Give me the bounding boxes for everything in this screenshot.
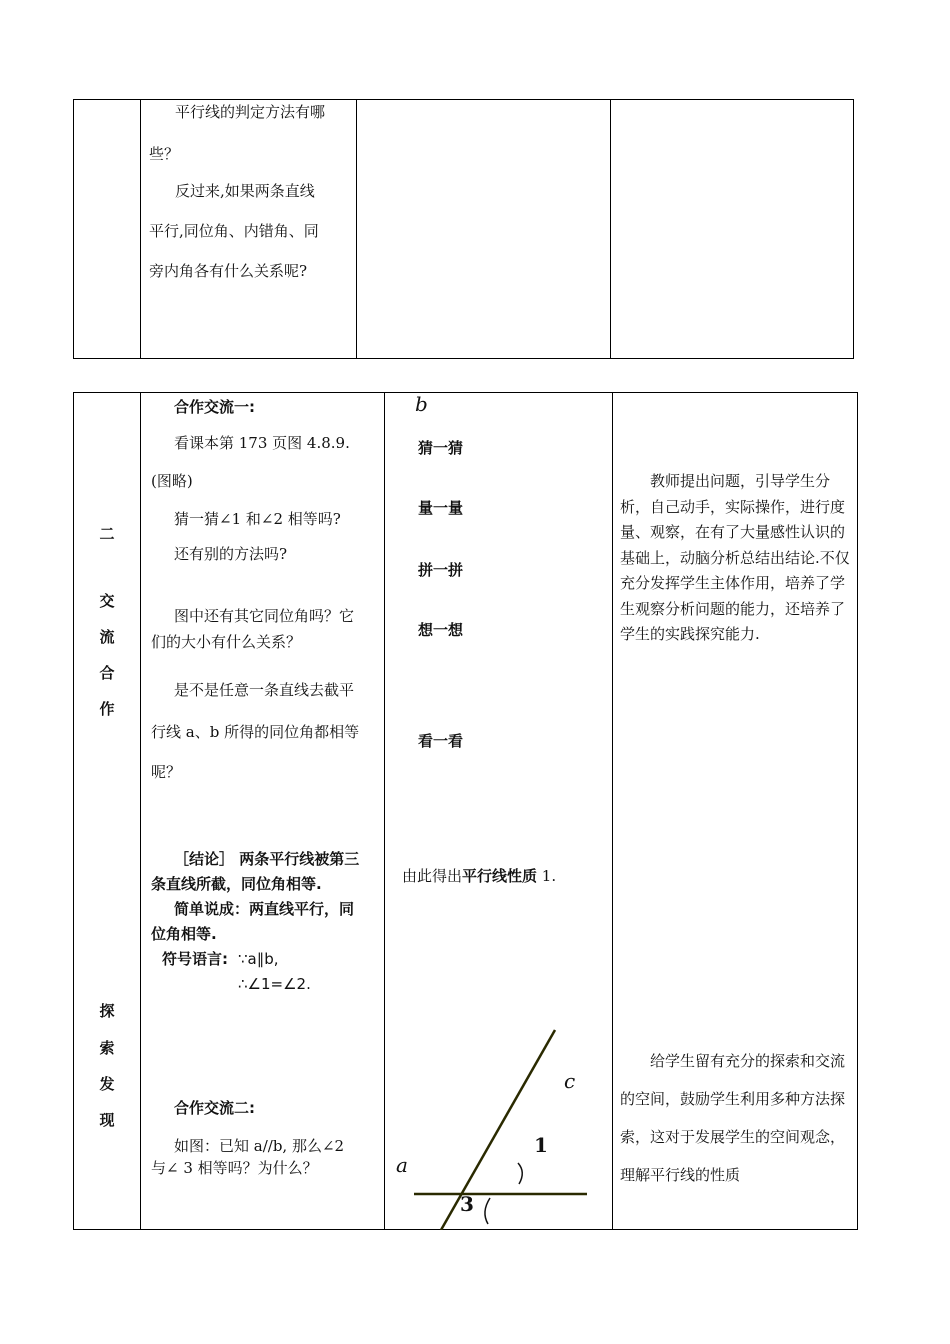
angle-label-1: 1 xyxy=(534,1133,548,1157)
content-line: 与∠ 3 相等吗？为什么？ xyxy=(151,1159,318,1177)
section-char: 索 xyxy=(99,1039,115,1057)
conclusion-line: 条直线所截，同位角相等. xyxy=(151,875,322,893)
question-line: 平行线的判定方法有哪 xyxy=(175,103,326,121)
design-comment-1 xyxy=(620,469,852,648)
section-char: 流 xyxy=(99,628,115,646)
section-char: 合 xyxy=(99,664,115,682)
diagram-label-a: a xyxy=(396,1153,408,1177)
angle-label-3: 3 xyxy=(460,1192,474,1216)
diagram-label-b: b xyxy=(415,392,428,416)
activity-assemble: 拼一拼 xyxy=(418,561,464,579)
simple-statement: 简单说成：两直线平行，同 xyxy=(174,900,355,918)
section-char: 探 xyxy=(99,1002,115,1020)
section-char: 二 xyxy=(99,525,115,543)
content-line: 看课本第 173 页图 4.8.9. xyxy=(174,434,350,452)
content-line: 们的大小有什么关系？ xyxy=(151,633,302,651)
design-comment-text: 教师提出问题，引导学生分析，自己动手，实际操作，进行度量、观察，在有了大量感性认识的基础上，动脑分析总结出结论.不仅充分发挥学生主体作用，培养了学生观察分析问题的能力，还培养了学生的实践探究能力. xyxy=(620,472,850,643)
property-statement xyxy=(402,866,556,886)
property-suffix: 1. xyxy=(537,867,557,885)
angle-arc-1 xyxy=(518,1163,522,1184)
coop1-title: 合作交流一: xyxy=(174,398,255,416)
content-line: 如图：已知 a//b, 那么∠2 xyxy=(174,1137,345,1155)
property-name: 平行线性质 xyxy=(462,867,538,885)
design-comment-text: 给学生留有充分的探索和交流的空间，鼓励学生利用多种方法探索，这对于发展学生的空间观念，理解平行线的性质 xyxy=(620,1052,846,1184)
content-line: 行线 a、b 所得的同位角都相等 xyxy=(151,723,360,741)
symbol-label: 符号语言: xyxy=(162,950,228,968)
parallel-lines-diagram xyxy=(384,1020,610,1230)
content-line: 图中还有其它同位角吗？它 xyxy=(174,607,355,625)
symbol-given: ∵a∥b, xyxy=(238,950,279,968)
angle-arc-3 xyxy=(485,1198,490,1224)
column-divider xyxy=(140,393,141,1229)
column-divider xyxy=(140,100,141,358)
property-prefix: 由此得出 xyxy=(402,867,463,885)
section-char: 发 xyxy=(99,1075,115,1093)
content-line: (图略) xyxy=(151,472,193,490)
section-char: 现 xyxy=(99,1111,115,1129)
question-line: 平行,同位角、内错角、同 xyxy=(149,222,319,240)
question-line: 反过来,如果两条直线 xyxy=(175,182,315,200)
column-divider xyxy=(610,100,611,358)
activity-look: 看一看 xyxy=(418,732,464,750)
content-line: 猜一猜∠1 和∠2 相等吗? xyxy=(174,510,341,528)
diagram-label-c: c xyxy=(564,1069,576,1093)
transversal-line-c xyxy=(441,1030,555,1230)
simple-statement: 位角相等. xyxy=(151,925,217,943)
activity-think: 想一想 xyxy=(418,621,464,639)
section-char: 交 xyxy=(99,592,115,610)
design-comment-2 xyxy=(620,1042,852,1194)
question-line: 些？ xyxy=(149,145,180,163)
activity-measure: 量一量 xyxy=(418,499,464,517)
question-line: 旁内角各有什么关系呢? xyxy=(149,262,308,280)
conclusion-line: ［结论］ 两条平行线被第三 xyxy=(174,850,360,868)
symbol-result: ∴∠1=∠2. xyxy=(238,975,311,993)
content-line: 是不是任意一条直线去截平 xyxy=(174,681,355,699)
section-char: 作 xyxy=(99,700,115,718)
activity-guess: 猜一猜 xyxy=(418,439,464,457)
content-line: 还有别的方法吗? xyxy=(174,545,288,563)
column-divider xyxy=(612,393,613,1229)
column-divider xyxy=(356,100,357,358)
content-line: 呢？ xyxy=(151,763,182,781)
coop2-title: 合作交流二: xyxy=(174,1099,255,1117)
